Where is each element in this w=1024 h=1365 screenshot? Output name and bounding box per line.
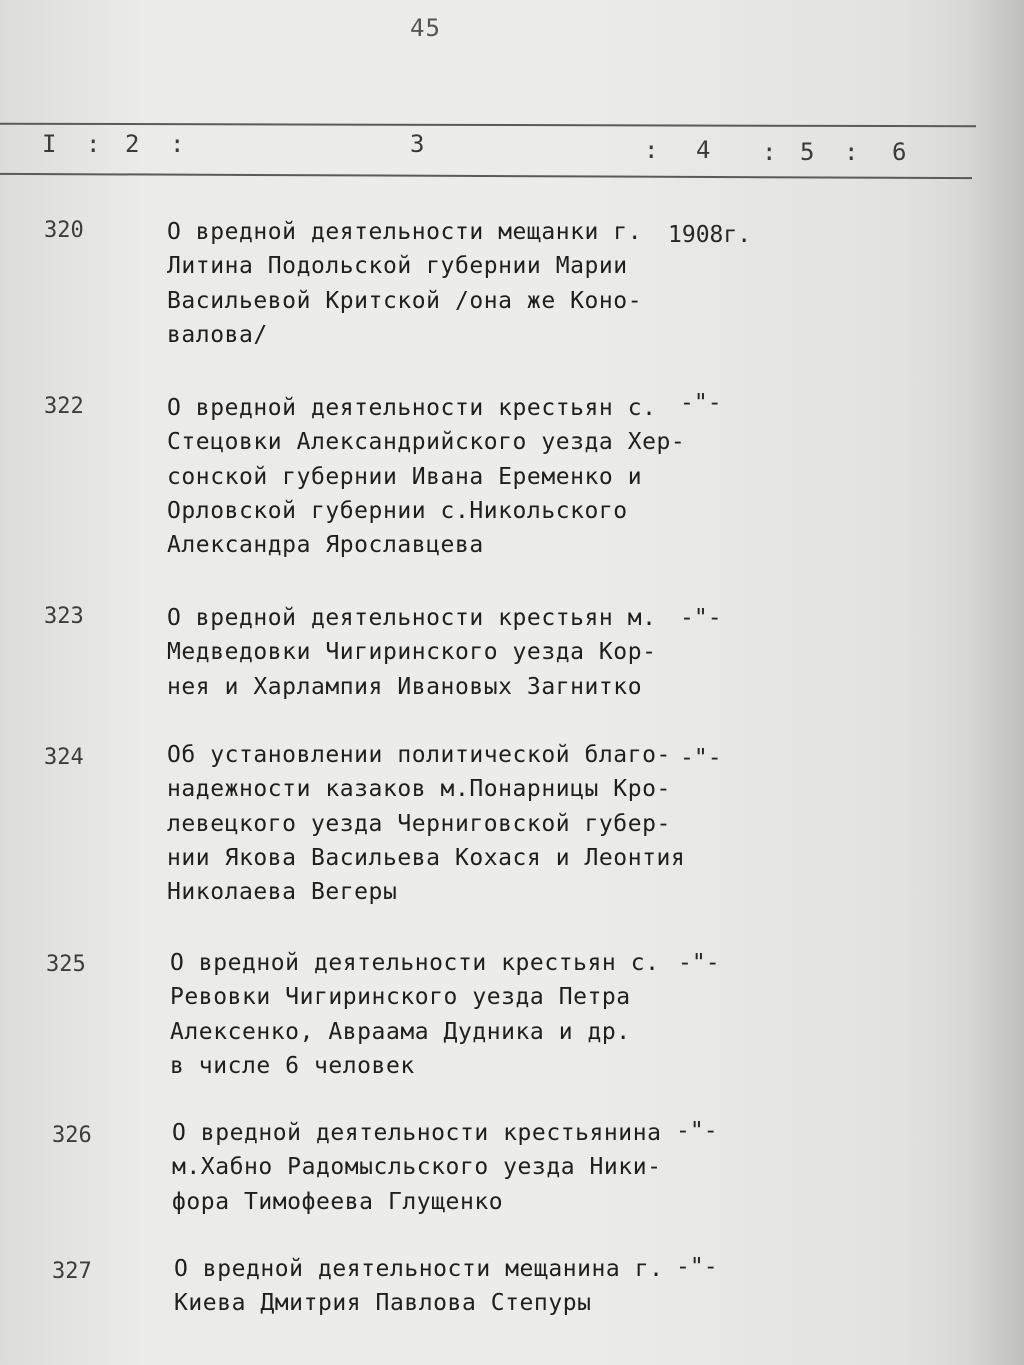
record-title: О вредной деятельности крестьян с. Ревовки Чигиринского уезда Петра Алексенко, Авраама Дудника и др. в числе 6 человек [170, 950, 660, 1079]
record-date: -"- [676, 1118, 718, 1144]
page-edge-shadow [964, 0, 1024, 1365]
record-number: 325 [46, 952, 86, 977]
record-date: -"- [680, 745, 722, 771]
column-header-5: 5 [800, 138, 815, 166]
column-separator: : [86, 130, 101, 158]
record-date: 1908г. [668, 222, 752, 248]
column-separator: : [762, 138, 777, 166]
column-header-2: 2 [125, 130, 140, 158]
table-header-bottom-rule [0, 173, 972, 179]
record-date: -"- [680, 605, 722, 631]
record-number: 327 [52, 1259, 92, 1284]
column-separator: : [170, 130, 185, 158]
record-number: 322 [44, 394, 84, 419]
record-title: О вредной деятельности мещанки г. Литина Подольской губернии Марии Васильевой Критской /она же Коно- валова/ [167, 219, 643, 348]
column-header-1: I [42, 130, 57, 158]
page-number: 45 [410, 14, 441, 42]
record-title: Об установлении политической благо- надежности казаков м.Понарницы Кро- левецкого уезда Черниговской губер- нии Якова Васильева Кохася и Леонтия Николаева Вегеры [167, 742, 686, 906]
record-title: О вредной деятельности крестьянина м.Хабно Радомысльского уезда Ники- фора Тимофеева Глущенко [172, 1120, 662, 1215]
record-title: О вредной деятельности крестьян м. Медведовки Чигиринского уезда Кор- нея и Харлампия Ивановых Загнитко [167, 605, 657, 700]
record-number: 324 [44, 745, 84, 770]
record-date: -"- [678, 950, 720, 976]
column-header-3: 3 [410, 130, 425, 158]
record-title: О вредной деятельности крестьян с. Стецовки Александрийского уезда Хер- сонской губернии Ивана Еременко и Орловской губернии с.Никольского Александра Ярославцева [167, 395, 686, 559]
column-separator: : [844, 138, 859, 166]
column-header-4: 4 [696, 136, 711, 164]
column-separator: : [644, 136, 659, 164]
record-date: -"- [680, 390, 722, 416]
record-number: 326 [52, 1123, 92, 1148]
record-title: О вредной деятельности мещанина г. Киева Дмитрия Павлова Степуры [174, 1256, 664, 1317]
record-number: 320 [44, 218, 84, 243]
record-number: 323 [44, 604, 84, 629]
record-date: -"- [676, 1254, 718, 1280]
table-header-top-rule [0, 123, 976, 128]
column-header-6: 6 [892, 138, 907, 166]
